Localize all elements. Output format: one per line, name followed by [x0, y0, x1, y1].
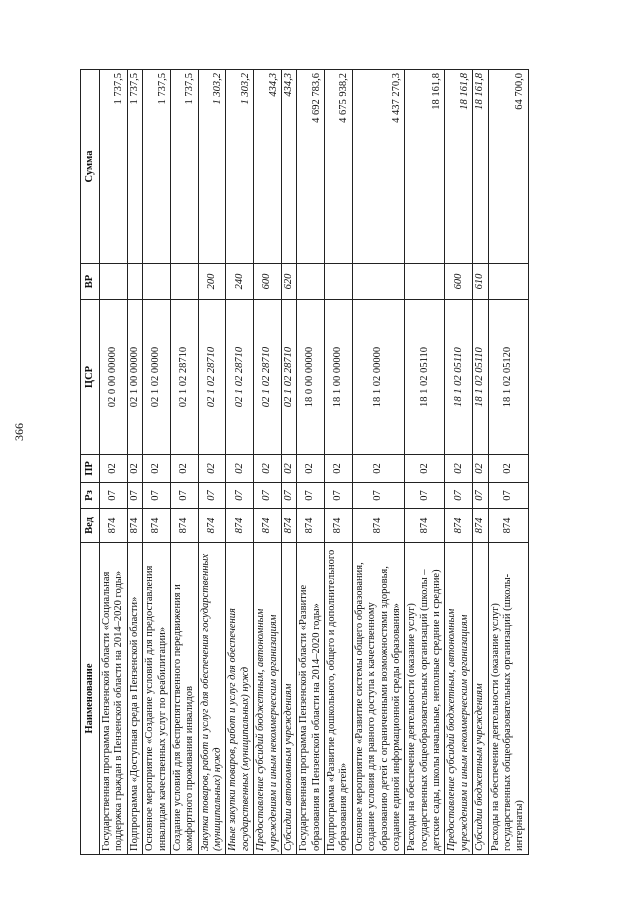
- cell-pr: 02: [100, 455, 128, 483]
- table-row: [281, 70, 296, 855]
- cell-sum: 18 161,8: [405, 70, 445, 264]
- cell-pr: 02: [226, 455, 254, 483]
- cell-name: Подпрограмма «Доступная среда в Пензенской области»: [127, 543, 142, 855]
- cell-rz: 07: [100, 483, 128, 509]
- cell-name: Создание условий для беспрепятственного передвижения и комфортного проживания инвалидов: [170, 543, 198, 855]
- cell-ved: 874: [297, 509, 325, 543]
- cell-name: Предоставление субсидий бюджетным, автономным учреждениям и иным некоммерческим организациям: [445, 543, 473, 855]
- cell-sum: 1 737,5: [127, 70, 142, 264]
- cell-ved: 874: [405, 509, 445, 543]
- rotated-table-wrapper: [80, 70, 580, 855]
- cell-rz: 07: [143, 483, 171, 509]
- table-row: [352, 70, 405, 855]
- cell-rz: 07: [405, 483, 445, 509]
- header-csr: ЦСР: [81, 300, 100, 455]
- cell-sum: 1 737,5: [170, 70, 198, 264]
- cell-name: Закупка товаров, работ и услуг для обеспечения государственных (муниципальных) нужд: [198, 543, 226, 855]
- cell-rz: 07: [198, 483, 226, 509]
- cell-pr: 02: [445, 455, 473, 483]
- page-number: 366: [12, 423, 26, 441]
- cell-rz: 07: [445, 483, 473, 509]
- header-pr: ПР: [81, 455, 100, 483]
- cell-name: Иные закупки товаров, работ и услуг для обеспечения государственных (муниципальных) нужд: [226, 543, 254, 855]
- cell-name: Основное мероприятие «Развитие системы общего образования, создание условия для равного доступа к качественному образованию детей с ограниченными возможностями здоровья, создание единой информационной среды образования»: [352, 543, 405, 855]
- cell-ved: 874: [143, 509, 171, 543]
- cell-vr: [143, 264, 171, 300]
- header-rz: Рз: [81, 483, 100, 509]
- cell-pr: 02: [170, 455, 198, 483]
- cell-pr: 02: [198, 455, 226, 483]
- cell-rz: 07: [254, 483, 282, 509]
- table-row: [297, 70, 325, 855]
- cell-sum: 18 161,8: [445, 70, 473, 264]
- cell-rz: 07: [127, 483, 142, 509]
- cell-csr: 02 1 02 28710: [226, 300, 254, 455]
- table-body: [100, 70, 529, 855]
- table-row: [127, 70, 142, 855]
- cell-ved: 874: [254, 509, 282, 543]
- cell-pr: 02: [143, 455, 171, 483]
- cell-rz: 07: [226, 483, 254, 509]
- cell-csr: 18 1 02 05110: [445, 300, 473, 455]
- cell-csr: 18 1 02 05110: [405, 300, 445, 455]
- cell-name: Государственная программа Пензенской области «Развитие образования в Пензенской области на 2014–2020 годы»: [297, 543, 325, 855]
- cell-sum: 1 303,2: [198, 70, 226, 264]
- cell-name: Подпрограмма «Развитие дошкольного, общего и дополнительного образования детей»: [325, 543, 353, 855]
- cell-csr: 02 1 02 28710: [254, 300, 282, 455]
- cell-sum: 4 437 270,3: [352, 70, 405, 264]
- cell-pr: 02: [473, 455, 488, 483]
- header-ved: Вед: [81, 509, 100, 543]
- cell-vr: 600: [445, 264, 473, 300]
- cell-name: Субсидии автономным учреждениям: [281, 543, 296, 855]
- cell-vr: [405, 264, 445, 300]
- cell-rz: 07: [325, 483, 353, 509]
- cell-vr: 600: [254, 264, 282, 300]
- table-row: [325, 70, 353, 855]
- cell-sum: 18 161,8: [473, 70, 488, 264]
- table-row: [488, 70, 528, 855]
- table-row: [198, 70, 226, 855]
- cell-csr: 02 1 00 00000: [127, 300, 142, 455]
- table-row: [100, 70, 128, 855]
- cell-sum: 1 737,5: [143, 70, 171, 264]
- cell-csr: 18 0 00 00000: [297, 300, 325, 455]
- cell-vr: [170, 264, 198, 300]
- cell-sum: 1 737,5: [100, 70, 128, 264]
- cell-name: Расходы на обеспечение деятельности (оказание услуг) государственных общеобразовательных организаций (школы – детские сады, школы начальные, неполные средние и средние): [405, 543, 445, 855]
- cell-vr: [100, 264, 128, 300]
- cell-csr: 02 0 00 00000: [100, 300, 128, 455]
- cell-csr: 02 1 02 28710: [170, 300, 198, 455]
- header-name: Наименование: [81, 543, 100, 855]
- cell-vr: [127, 264, 142, 300]
- cell-vr: [352, 264, 405, 300]
- cell-pr: 02: [352, 455, 405, 483]
- cell-sum: 64 700,0: [488, 70, 528, 264]
- cell-ved: 874: [325, 509, 353, 543]
- cell-vr: 610: [473, 264, 488, 300]
- cell-csr: 18 1 02 05120: [488, 300, 528, 455]
- cell-csr: 18 1 00 00000: [325, 300, 353, 455]
- cell-sum: 1 303,2: [226, 70, 254, 264]
- cell-rz: 07: [352, 483, 405, 509]
- cell-ved: 874: [445, 509, 473, 543]
- table-row: [445, 70, 473, 855]
- cell-ved: 874: [226, 509, 254, 543]
- cell-vr: 240: [226, 264, 254, 300]
- cell-sum: 4 692 783,6: [297, 70, 325, 264]
- cell-name: Государственная программа Пензенской области «Социальная поддержка граждан в Пензенской области на 2014–2020 годы»: [100, 543, 128, 855]
- cell-csr: 02 1 02 00000: [143, 300, 171, 455]
- cell-vr: [297, 264, 325, 300]
- cell-pr: 02: [281, 455, 296, 483]
- cell-sum: 434,3: [281, 70, 296, 264]
- cell-rz: 07: [170, 483, 198, 509]
- header-row: [81, 70, 100, 855]
- cell-pr: 02: [127, 455, 142, 483]
- cell-ved: 874: [488, 509, 528, 543]
- cell-rz: 07: [488, 483, 528, 509]
- cell-vr: [325, 264, 353, 300]
- cell-name: Предоставление субсидий бюджетным, автономным учреждениям и иным некоммерческим организациям: [254, 543, 282, 855]
- table-row: [226, 70, 254, 855]
- cell-rz: 07: [473, 483, 488, 509]
- cell-pr: 02: [254, 455, 282, 483]
- cell-ved: 874: [127, 509, 142, 543]
- cell-rz: 07: [281, 483, 296, 509]
- cell-ved: 874: [352, 509, 405, 543]
- cell-ved: 874: [281, 509, 296, 543]
- cell-sum: 434,3: [254, 70, 282, 264]
- cell-rz: 07: [297, 483, 325, 509]
- table-row: [170, 70, 198, 855]
- cell-name: Основное мероприятие «Создание условий для предоставления инвалидам качественных услуг по реабилитации»: [143, 543, 171, 855]
- table-row: [473, 70, 488, 855]
- cell-ved: 874: [473, 509, 488, 543]
- cell-ved: 874: [170, 509, 198, 543]
- budget-table: [80, 69, 529, 855]
- header-sum: Сумма: [81, 70, 100, 264]
- cell-pr: 02: [488, 455, 528, 483]
- cell-ved: 874: [100, 509, 128, 543]
- cell-pr: 02: [325, 455, 353, 483]
- cell-sum: 4 675 938,2: [325, 70, 353, 264]
- cell-csr: 18 1 02 05110: [473, 300, 488, 455]
- table-row: [405, 70, 445, 855]
- cell-csr: 18 1 02 00000: [352, 300, 405, 455]
- header-vr: ВР: [81, 264, 100, 300]
- cell-ved: 874: [198, 509, 226, 543]
- cell-vr: [488, 264, 528, 300]
- cell-csr: 02 1 02 28710: [281, 300, 296, 455]
- cell-pr: 02: [405, 455, 445, 483]
- cell-csr: 02 1 02 28710: [198, 300, 226, 455]
- cell-pr: 02: [297, 455, 325, 483]
- cell-vr: 620: [281, 264, 296, 300]
- table-row: [254, 70, 282, 855]
- cell-vr: 200: [198, 264, 226, 300]
- cell-name: Расходы на обеспечение деятельности (оказание услуг) государственных общеобразовательных организаций (школы-интернаты): [488, 543, 528, 855]
- table-row: [143, 70, 171, 855]
- cell-name: Субсидии бюджетным учреждениям: [473, 543, 488, 855]
